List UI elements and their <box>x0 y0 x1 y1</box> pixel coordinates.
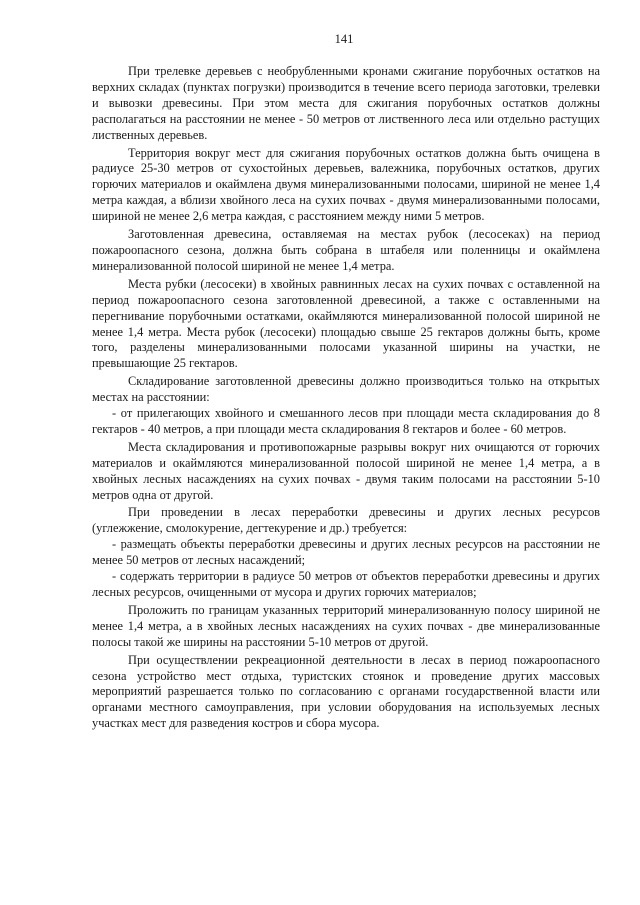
paragraph-4: Места рубки (лесосеки) в хвойных равнинных лесах на сухих почвах с оставленной на период пожароопасного сезона заготовленной древесиной, а также с оставленными на перегнивание порубочными остатками, окаймляются минерализованной полосой шириной не менее 1,4 метра. Места рубок (лесосеки) площадью свыше 25 гектаров должны быть, кроме того, разделены минерализованными полосами указанной ширины на участки, не превышающие 25 гектаров. <box>92 276 600 371</box>
paragraph-6: Места складирования и противопожарные разрывы вокруг них очищаются от горючих материалов и окаймляются минерализованной полосой шириной не менее 1,4 метра, а в хвойных лесных насаждениях на сухих почвах - двумя таким полосами на расстоянии 5-10 метров одна от другой. <box>92 439 600 502</box>
paragraph-9: При осуществлении рекреационной деятельности в лесах в период пожароопасного сезона устройство мест отдыха, туристских стоянок и проведение других массовых мероприятий разрешается только по согласованию с органами государственной власти или органами местного самоуправления, при условии оборудования на используемых лесных участках мест для разведения костров и сбора мусора. <box>92 652 600 731</box>
body-text <box>92 64 600 732</box>
paragraph-3: Заготовленная древесина, оставляемая на местах рубок (лесосеках) на период пожароопасного сезона, должна быть собрана в штабеля или поленницы и окаймлена минерализованной полосой шириной не менее 1,4 метра. <box>92 227 600 273</box>
paragraph-1: При трелевке деревьев с необрубленными кронами сжигание порубочных остатков на верхних складах (пунктах погрузки) производится в течение всего периода заготовки, трелевки и вывозки древесины. При этом места для сжигания порубочных остатков должны располагаться на расстоянии не менее - 50 метров от лиственного леса или отдельно растущих лиственных деревьев. <box>92 64 600 142</box>
paragraph-7: При проведении в лесах переработки древесины и других лесных ресурсов (углежжение, смолокурение, дегтекурение и др.) требуется: <box>92 505 600 536</box>
list-item-placement: - размещать объекты переработки древесины и других лесных ресурсов на расстоянии не менее 50 метров от лесных насаждений; <box>92 537 600 568</box>
list-item-maintenance: - содержать территории в радиусе 50 метров от объектов переработки древесины и других лесных ресурсов, очищенными от мусора и других горючих материалов; <box>92 569 600 599</box>
paragraph-8: Проложить по границам указанных территорий минерализованную полосу шириной не менее 1,4 метра, а в хвойных лесных насаждениях на сухих почвах - две минерализованные полосы такой же ширины на расстоянии 5-10 метров от другой. <box>92 602 600 649</box>
list-item-distance: - от прилегающих хвойного и смешанного лесов при площади места складирования до 8 гектаров - 40 метров, а при площади места складирования 8 гектаров и более - 60 метров. <box>92 406 600 436</box>
page-number: 141 <box>334 32 354 46</box>
paragraph-2: Территория вокруг мест для сжигания порубочных остатков должна быть очищена в радиусе 25-30 метров от сухостойных деревьев, валежника, порубочных остатков, других горючих материалов и окаймлена двумя минерализованными полосами, шириной не менее 1,4 метра каждая, а вблизи хвойного леса на сухих почвах - двумя минерализованными полосами, шириной не менее 2,6 метра каждая, с расстоянием между ними 5 метров. <box>92 145 600 224</box>
paragraph-5: Складирование заготовленной древесины должно производиться только на открытых местах на расстоянии: <box>92 374 600 405</box>
